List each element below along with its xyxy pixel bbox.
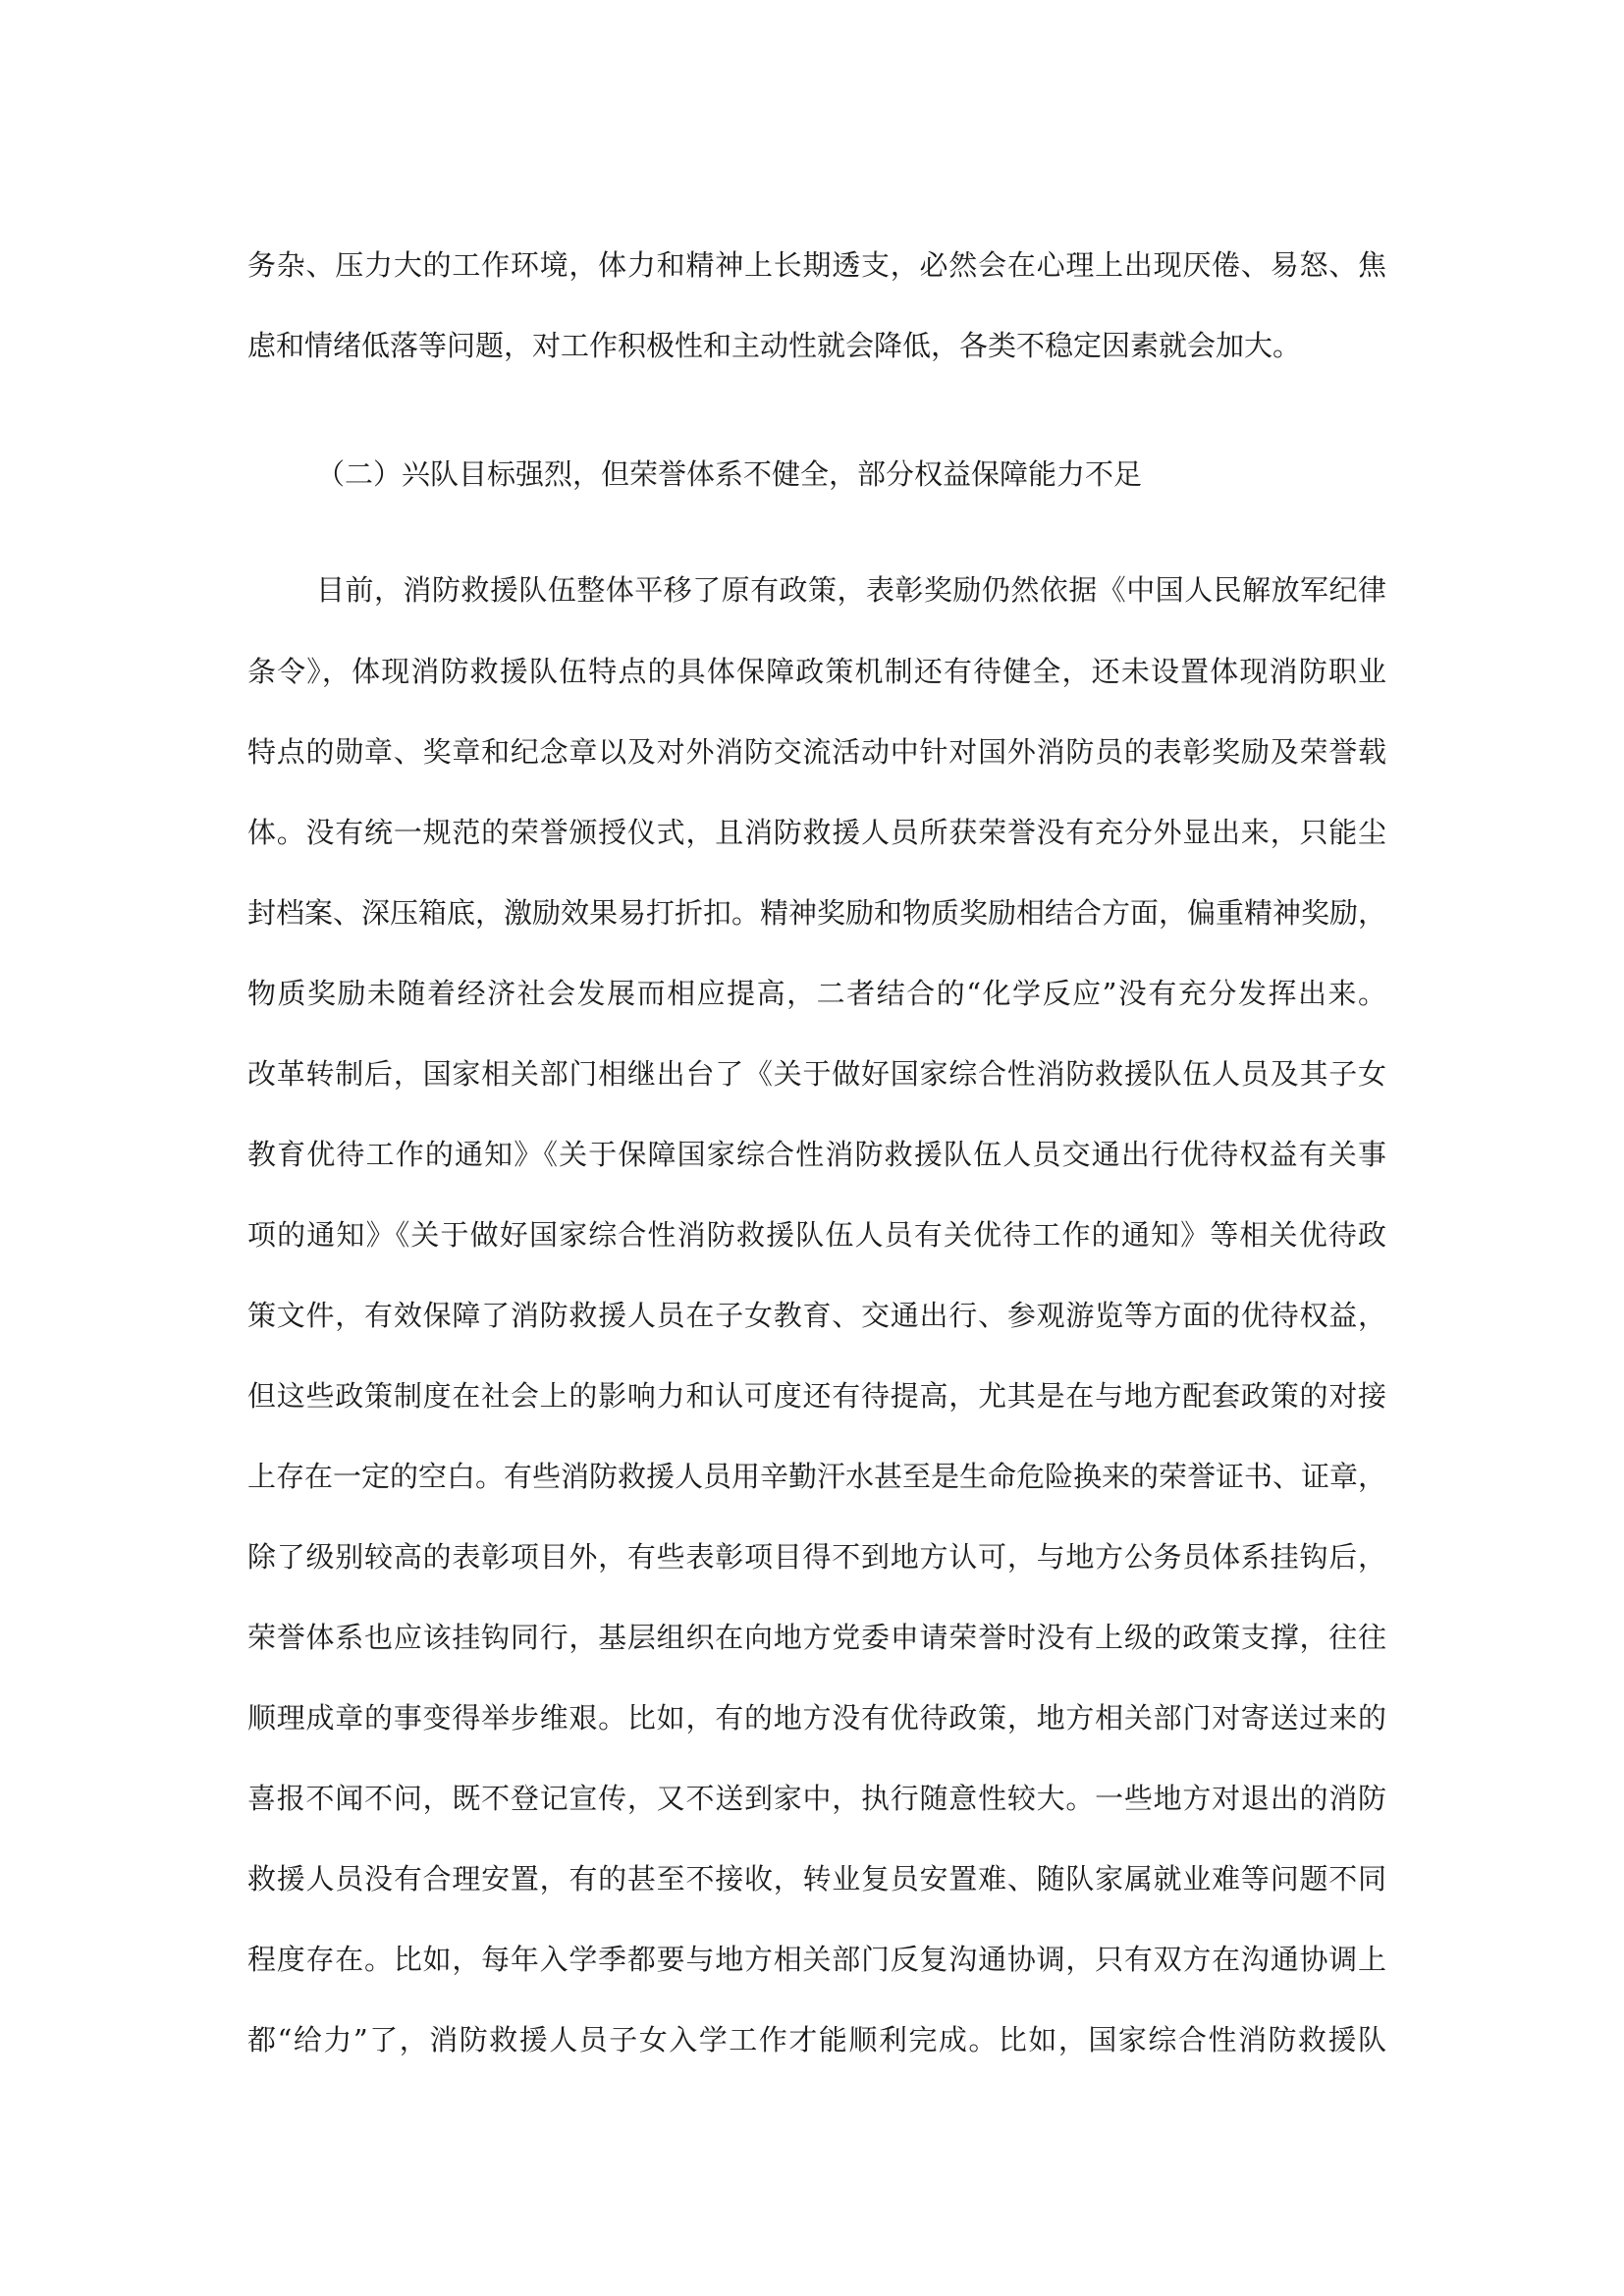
paragraph-2-line-19: 都“给力”了，消防救援人员子女入学工作才能顺利完成。比如，国家综合性消防救援队 <box>247 2023 1386 2056</box>
paragraph-2-line-11: 但这些政策制度在社会上的影响力和认可度还有待提高，尤其是在与地方配套政策的对接 <box>247 1379 1386 1413</box>
paragraph-2-line-8: 教育优待工作的通知》《关于保障国家综合性消防救援队伍人员交通出行优待权益有关事 <box>247 1138 1386 1171</box>
paragraph-2-line-9: 项的通知》《关于做好国家综合性消防救援队伍人员有关优待工作的通知》等相关优待政 <box>247 1218 1386 1252</box>
paragraph-2-line-10: 策文件，有效保障了消防救援人员在子女教育、交通出行、参观游览等方面的优待权益， <box>247 1299 1386 1332</box>
paragraph-2-line-13: 除了级别较高的表彰项目外，有些表彰项目得不到地方认可，与地方公务员体系挂钩后， <box>247 1540 1386 1574</box>
paragraph-2-line-17: 救援人员没有合理安置，有的甚至不接收，转业复员安置难、随队家属就业难等问题不同 <box>247 1862 1386 1896</box>
section-heading: （二）兴队目标强烈，但荣誉体系不健全，部分权益保障能力不足 <box>316 457 1143 491</box>
paragraph-2-line-12: 上存在一定的空白。有些消防救援人员用辛勤汗水甚至是生命危险换来的荣誉证书、证章， <box>247 1460 1387 1493</box>
paragraph-2-line-6: 物质奖励未随着经济社会发展而相应提高，二者结合的“化学反应”没有充分发挥出来。 <box>247 977 1386 1010</box>
paragraph-1-line-2: 虑和情绪低落等问题，对工作积极性和主动性就会降低，各类不稳定因素就会加大。 <box>247 329 1302 362</box>
paragraph-1-line-1: 务杂、压力大的工作环境，体力和精神上长期透支，必然会在心理上出现厌倦、易怒、焦 <box>247 248 1386 282</box>
paragraph-2-line-3: 特点的勋章、奖章和纪念章以及对外消防交流活动中针对国外消防员的表彰奖励及荣誉载 <box>247 735 1386 769</box>
paragraph-2-line-4: 体。没有统一规范的荣誉颁授仪式，且消防救援人员所获荣誉没有充分外显出来，只能尘 <box>247 816 1386 849</box>
paragraph-2-line-18: 程度存在。比如，每年入学季都要与地方相关部门反复沟通协调，只有双方在沟通协调上 <box>247 1943 1386 1976</box>
paragraph-2-line-16: 喜报不闻不问，既不登记宣传，又不送到家中，执行随意性较大。一些地方对退出的消防 <box>247 1782 1386 1815</box>
paragraph-2-line-15: 顺理成章的事变得举步维艰。比如，有的地方没有优待政策，地方相关部门对寄送过来的 <box>247 1701 1386 1735</box>
paragraph-2-line-1: 目前，消防救援队伍整体平移了原有政策，表彰奖励仍然依据《中国人民解放军纪律 <box>316 573 1386 607</box>
paragraph-2-line-7: 改革转制后，国家相关部门相继出台了《关于做好国家综合性消防救援队伍人员及其子女 <box>247 1057 1386 1091</box>
paragraph-2-line-5: 封档案、深压箱底，激励效果易打折扣。精神奖励和物质奖励相结合方面，偏重精神奖励， <box>247 896 1387 930</box>
paragraph-2-line-2: 条令》，体现消防救援队伍特点的具体保障政策机制还有待健全，还未设置体现消防职业 <box>247 655 1386 688</box>
paragraph-2-line-14: 荣誉体系也应该挂钩同行，基层组织在向地方党委申请荣誉时没有上级的政策支撑，往往 <box>247 1621 1386 1654</box>
